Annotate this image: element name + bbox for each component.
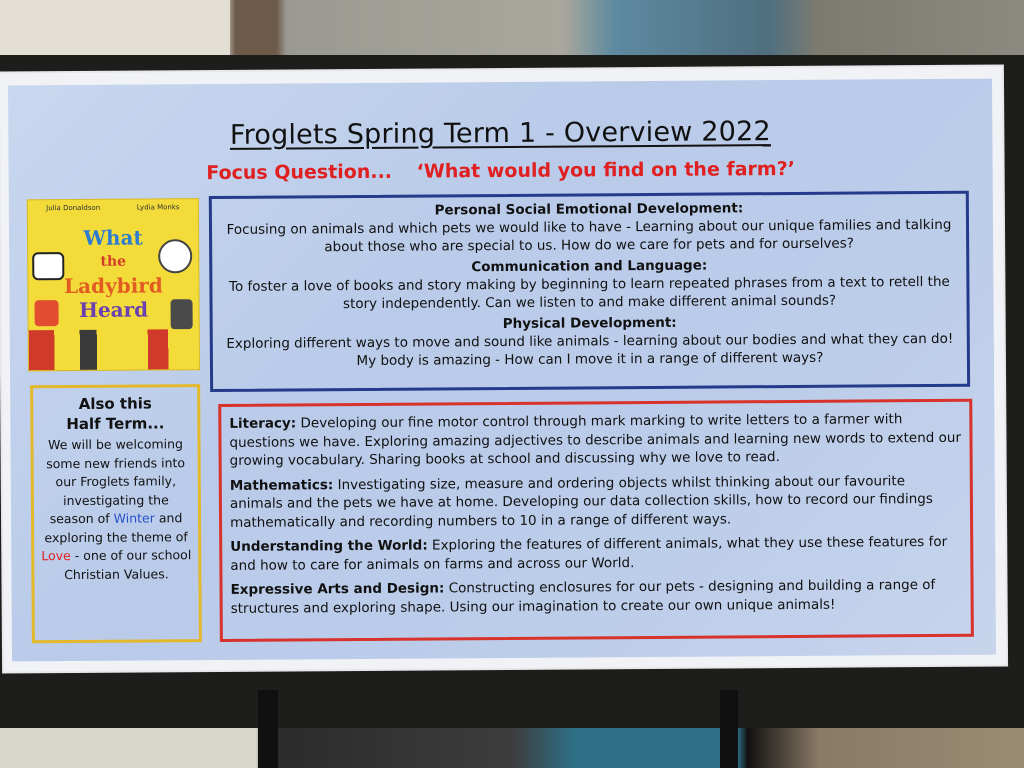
book-title-line: Heard <box>78 297 149 322</box>
half-term-text: and exploring the theme of <box>44 510 188 545</box>
specific-area-heading: Literacy: <box>229 415 297 432</box>
specific-area-heading: Understanding the World: <box>230 537 428 555</box>
book-illustrator: Lydia Monks <box>136 203 180 212</box>
specific-area-text: Investigating size, measure and ordering objects whilst thinking about our favourite animals and the pets we have at home. Developing our data collection skills, how to record our findings mathematically and recording numbers to 10 in a range of different ways. <box>229 472 933 531</box>
poster-title: Froglets Spring Term 1 - Overview 2022 <box>229 116 771 151</box>
prime-area-text: Exploring different ways to move and sound like animals - learning about our bodies and what they can do! My body is amazing - How can I move it in a range of different ways? <box>226 330 954 370</box>
prime-area-heading: Personal Social Emotional Development: <box>434 200 744 219</box>
background-ground <box>0 728 1024 768</box>
book-title-line: the <box>100 253 127 270</box>
specific-area-item <box>230 576 962 618</box>
prime-area-text: Focusing on animals and which pets we would like to have - Learning about our unique families and talking about those who are special to us. How do we care for pets and for ourselves? <box>226 216 952 256</box>
poster-sheet <box>8 79 996 662</box>
book-cover-image <box>27 198 200 371</box>
focus-question <box>9 157 993 186</box>
specific-area-text: Developing our fine motor control through mark marking to write letters to a farmer with questions we have. Exploring amazing adjectives to describe animals and learning new words to extend our growing vocabulary. Sharing books at school and discussing why we love to read. <box>229 411 962 469</box>
prime-area-heading: Physical Development: <box>502 314 677 333</box>
half-term-body <box>39 435 192 584</box>
specific-area-item <box>230 471 962 532</box>
prime-area-heading: Communication and Language: <box>471 257 708 276</box>
book-credits <box>28 203 198 212</box>
focus-question-text: ‘What would you find on the farm?’ <box>416 157 795 183</box>
half-term-heading-line: Also this <box>78 394 152 413</box>
farmyard-illustration <box>29 329 199 370</box>
book-author: Julia Donaldson <box>46 203 101 213</box>
horse-illustration <box>171 299 193 329</box>
specific-area-item <box>229 410 961 471</box>
love-word: Love <box>41 548 71 564</box>
specific-area-heading: Mathematics: <box>229 476 334 494</box>
focus-label: Focus Question... <box>206 160 393 185</box>
half-term-box <box>30 384 202 643</box>
board-post-left <box>258 690 278 768</box>
specific-area-text: Exploring the features of different animals, what they use these features for and how to care for animals on farms and across our World. <box>230 533 948 574</box>
book-title-line: Ladybird <box>63 273 163 299</box>
board-post-right <box>720 690 738 768</box>
half-term-text: We will be welcoming some new friends into our Froglets family, investigating the season of <box>46 436 186 527</box>
specific-areas-box <box>218 399 974 642</box>
book-title-line: What <box>83 225 143 250</box>
half-term-heading <box>39 393 191 434</box>
prime-areas-box <box>209 191 970 392</box>
dog-illustration <box>35 300 59 326</box>
specific-area-item <box>230 533 962 575</box>
laminated-poster <box>0 67 1006 672</box>
prime-area-text: To foster a love of books and story making by beginning to learn repeated phrases from a text to retell the story independently. Can we listen to and make different animal sounds? <box>228 273 950 313</box>
half-term-heading-line: Half Term... <box>66 414 165 434</box>
half-term-text: - one of our school Christian Values. <box>64 547 192 582</box>
specific-area-text: Constructing enclosures for our pets - designing and building a range of structures and exploring shape. Using our imagination to create our own unique animals! <box>230 576 936 617</box>
specific-area-heading: Expressive Arts and Design: <box>230 580 445 598</box>
winter-word: Winter <box>113 510 155 526</box>
